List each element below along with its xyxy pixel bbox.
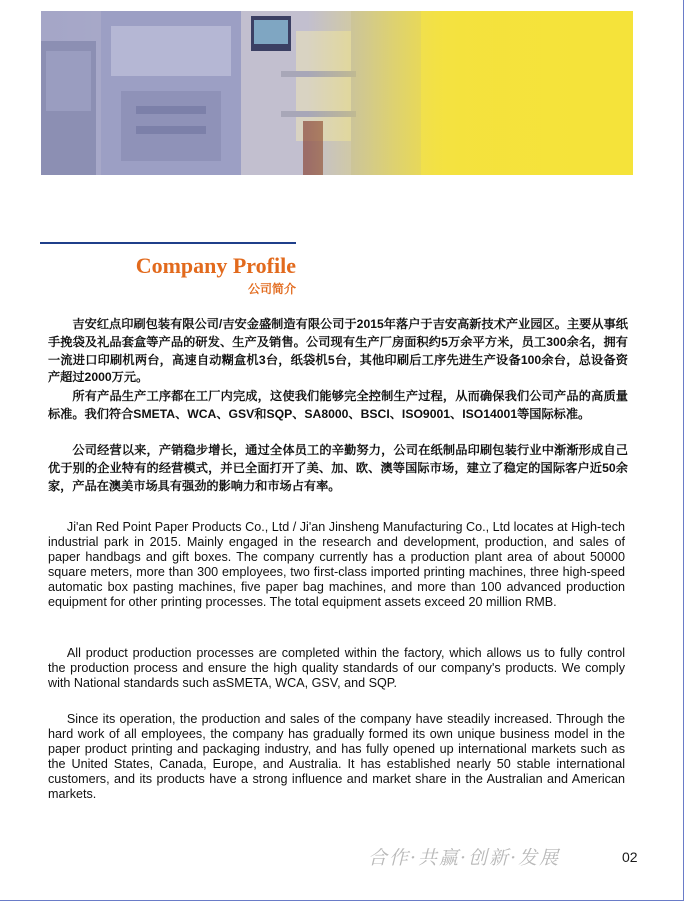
cn-paragraph: 公司经营以来，产销稳步增长，通过全体员工的辛勤努力，公司在纸制品印刷包装行业中渐渐形成自己优于别的企业特有的经营模式，并已全面打开了美、加、欧、澳等国际市场，建立了稳定的国际客户近50余家，产品在澳美市场具有强劲的影响力和市场占有率。 [48,443,628,493]
printing-machine-illustration [41,11,633,175]
page-title: Company Profile [135,253,296,278]
cn-paragraph: 吉安红点印刷包装有限公司/吉安金盛制造有限公司于2015年落户于吉安高新技术产业园区。主要从事纸手挽袋及礼品套盒等产品的研发、生产及销售。公司现有生产厂房面积约5万余平方米，员工300余名，拥有一流进口印刷机两台，高速自动糊盒机3台，纸袋机5台，其他印刷后工序先进生产设备100余台，总设备资产超过2000万元。 [48,317,628,385]
title-rule [40,242,296,244]
chinese-text-block [48,316,628,387]
cn-paragraph: 所有产品生产工序都在工厂内完成，这使我们能够完全控制生产过程，从而确保我们公司产品的高质量标准。我们符合SMETA、WCA、GSV和SQP、SA8000、BSCI、ISO9001、ISO14001等国际标准。 [48,389,628,421]
footer-slogan: 合作·共赢·创新·发展 [368,847,561,869]
english-text-block [48,520,625,611]
en-paragraph: All product production processes are completed within the factory, which allows us to fully control the production process and ensure the high quality standards of our company's products. We comply with National standards such asSMETA, WCA, GSV, and SQP. [48,646,625,691]
en-paragraph: Ji'an Red Point Paper Products Co., Ltd / Ji'an Jinsheng Manufacturing Co., Ltd locates at High-tech industrial park in 2015. Mainly engaged in the research and development, production, and sales of paper handbags and gift boxes. The company currently has a production plant area of about 50000 square meters, more than 300 employees, two first-class imported printing machines, three high-speed automatic box pasting machines, five paper bag machines, and more than 100 advanced production equipment for other printing processes. The total equipment assets exceed 20 million RMB. [48,520,625,610]
en-paragraph: Since its operation, the production and sales of the company have steadily increased. Through the hard work of all employees, the company has gradually formed its own unique business model in the paper product printing and packaging industry, and has fully opened up international markets such as the United States, Canada, Europe, and Australia. It has established nearly 50 stable international customers, and its products have a strong influence and market share in the Australian and American markets. [48,712,625,802]
chinese-text-block [48,388,628,424]
chinese-text-block [48,442,628,495]
page-number: 02 [622,849,638,865]
factory-banner-image [41,11,633,175]
page-subtitle-cn: 公司简介 [247,282,296,296]
english-text-block [48,646,625,691]
english-text-block [48,712,625,803]
